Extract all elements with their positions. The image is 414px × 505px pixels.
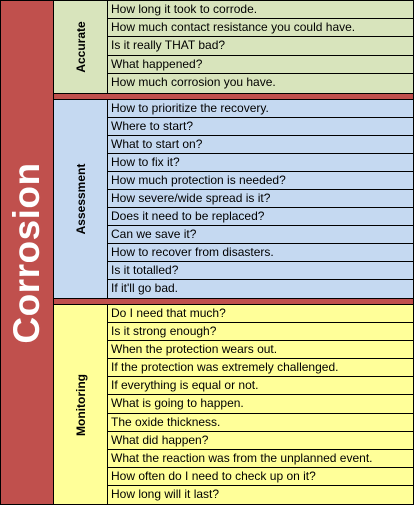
list-item: Can we save it? [108,226,413,244]
section-divider [54,93,413,100]
list-item: If it'll go bad. [111,281,178,295]
list-item: How severe/wide spread is it? [108,190,413,208]
list-item: How often do I need to check up on it? [108,468,413,486]
list-item: Does it need to be replaced? [108,208,413,226]
list-item: When the protection wears out. [108,341,413,359]
list-item: How long it took to corrode. [108,1,413,19]
section-label-accurate [54,1,108,93]
section-divider [54,298,413,305]
list-item: What happened? [108,56,413,74]
list-item: Is it strong enough? [108,323,413,341]
list-item: If everything is equal or not. [108,377,413,395]
accurate-rows [108,1,413,93]
section-label-monitoring [54,305,108,504]
section-label-text: Accurate [73,21,88,73]
list-item: Do I need that much? [108,305,413,323]
list-item: Is it really THAT bad? [108,37,413,55]
section-assessment [54,100,413,298]
section-label-assessment [54,100,108,298]
list-item: What the reaction was from the unplanned event. [108,450,413,468]
list-item: How much contact resistance you could have. [108,19,413,37]
section-label-text: Monitoring [73,373,88,436]
list-item: How to recover from disasters. [108,244,413,262]
list-item: Is it totalled? [108,262,413,280]
list-item: What is going to happen. [108,395,413,413]
list-item: Where to start? [108,118,413,136]
section-label-text: Assessment [73,163,88,235]
list-item: How to fix it? [108,154,413,172]
list-item: What did happen? [108,432,413,450]
list-item: How long will it last? [111,486,220,501]
list-item: If the protection was extremely challenged. [108,359,413,377]
list-item: How to prioritize the recovery. [108,100,413,118]
assessment-rows [108,100,413,298]
list-item: How much corrosion you have. [111,74,276,89]
title-column [1,1,54,504]
list-item: The oxide thickness. [108,414,413,432]
monitoring-rows [108,305,413,504]
list-item: How much protection is needed? [108,172,413,190]
table-title: Corrosion [6,162,47,344]
section-accurate [54,1,413,93]
section-monitoring [54,305,413,504]
list-item: What to start on? [108,136,413,154]
